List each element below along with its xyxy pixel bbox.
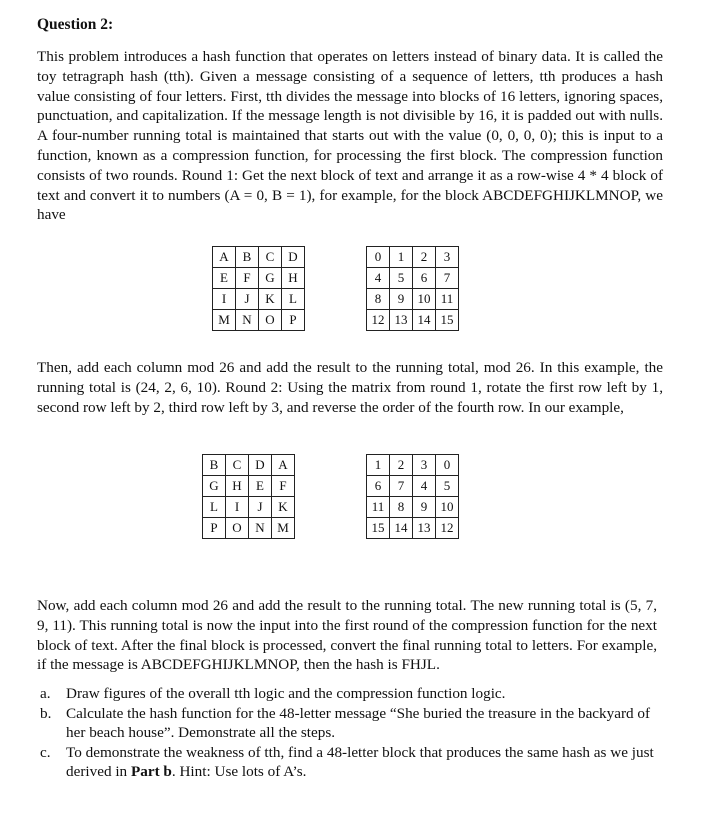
letter-cell: M [213, 310, 236, 331]
round2-number-grid [366, 454, 459, 539]
number-cell: 1 [390, 247, 413, 268]
number-cell: 10 [436, 497, 459, 518]
round2-letter-grid [202, 454, 295, 539]
number-cell: 10 [413, 289, 436, 310]
number-cell: 2 [413, 247, 436, 268]
letter-cell: B [236, 247, 259, 268]
letter-cell: I [226, 497, 249, 518]
middle-paragraph: Then, add each column mod 26 and add the result to the running total, mod 26. In this example, the running total is (24, 2, 6, 10). Round 2: Using the matrix from round 1, rotate the first row left by 1, second row left by 2, third row left by 3, and reverse the order of the fourth row. In our example, [37, 359, 663, 416]
number-cell: 0 [436, 455, 459, 476]
letter-cell: K [259, 289, 282, 310]
round1-letter-grid [212, 246, 305, 331]
grid-row [367, 455, 459, 476]
letter-cell: G [259, 268, 282, 289]
letter-cell: L [282, 289, 305, 310]
number-cell: 4 [413, 476, 436, 497]
number-cell: 15 [367, 518, 390, 539]
letter-cell: J [249, 497, 272, 518]
letter-cell: C [259, 247, 282, 268]
task-bold-text: Part b [130, 763, 172, 780]
letter-cell: D [249, 455, 272, 476]
task-text: Calculate the hash function for the 48-letter message “She buried the treasure in the backyard of her beach house”. Demonstrate all the steps. [66, 704, 651, 741]
number-cell: 6 [367, 476, 390, 497]
grid-row [203, 518, 295, 539]
letter-cell: E [249, 476, 272, 497]
number-cell: 13 [390, 310, 413, 331]
grid-row [203, 476, 295, 497]
intro-paragraph: This problem introduces a hash function that operates on letters instead of binary data. It is called the toy tetragraph hash (tth). Given a message consisting of a sequence of letters, tth produces a hash value consisting of four letters. First, tth divides the message into blocks of 16 letters, ignoring spaces, punctuation, and capitalization. If the message length is not divisible by 16, it is padded out with nulls. A four-number running total is maintained that starts out with the value (0, 0, 0, 0); this is input to a function, known as a compression function, for processing the first block. The compression function consists of two rounds. Round 1: Get the next block of text and arrange it as a row-wise 4 * 4 block of text and convert it to numbers (A = 0, B = 1), for example, for the block ABCDEFGHIJKLMNOP, we have [37, 48, 663, 224]
number-cell: 11 [367, 497, 390, 518]
grid-row [367, 310, 459, 331]
letter-cell: N [236, 310, 259, 331]
task-item-a [40, 684, 670, 704]
grid-row [367, 268, 459, 289]
task-marker: b. [40, 704, 52, 722]
number-cell: 7 [390, 476, 413, 497]
task-text: To demonstrate the weakness of tth, find a 48-letter block that produces the same hash as we just derived in [66, 743, 654, 780]
number-cell: 9 [413, 497, 436, 518]
number-cell: 14 [413, 310, 436, 331]
task-text: Draw figures of the overall tth logic and the compression function logic. [66, 685, 506, 702]
closing-paragraph: Now, add each column mod 26 and add the result to the running total. The new running total is (5, 7, 9, 11). This running total is now the input into the first round of the compression function for the next block of text. After the final block is processed, convert the final running total to letters. For example, if the message is ABCDEFGHIJKLMNOP, then the hash is FHJL. [37, 597, 657, 674]
grid-row [203, 455, 295, 476]
letter-cell: F [272, 476, 295, 497]
letter-cell: J [236, 289, 259, 310]
number-cell: 13 [413, 518, 436, 539]
number-cell: 8 [390, 497, 413, 518]
grid-row [367, 497, 459, 518]
task-list [40, 684, 670, 782]
number-cell: 6 [413, 268, 436, 289]
letter-cell: N [249, 518, 272, 539]
letter-cell: M [272, 518, 295, 539]
letter-cell: G [203, 476, 226, 497]
number-cell: 8 [367, 289, 390, 310]
number-cell: 1 [367, 455, 390, 476]
number-cell: 14 [390, 518, 413, 539]
number-cell: 7 [436, 268, 459, 289]
grid-row [367, 289, 459, 310]
question-title: Question 2: [37, 16, 114, 33]
letter-cell: A [272, 455, 295, 476]
letter-cell: L [203, 497, 226, 518]
grid-row [367, 518, 459, 539]
letter-cell: I [213, 289, 236, 310]
grid-row [213, 247, 305, 268]
letter-cell: F [236, 268, 259, 289]
round1-number-grid [366, 246, 459, 331]
letter-cell: P [203, 518, 226, 539]
letter-cell: D [282, 247, 305, 268]
number-cell: 15 [436, 310, 459, 331]
task-item-b [40, 704, 670, 743]
number-cell: 5 [436, 476, 459, 497]
number-cell: 5 [390, 268, 413, 289]
number-cell: 11 [436, 289, 459, 310]
number-cell: 3 [436, 247, 459, 268]
number-cell: 3 [413, 455, 436, 476]
number-cell: 4 [367, 268, 390, 289]
task-item-c [40, 743, 670, 782]
letter-cell: H [282, 268, 305, 289]
letter-cell: A [213, 247, 236, 268]
task-marker: c. [40, 743, 51, 761]
number-cell: 9 [390, 289, 413, 310]
letter-cell: O [259, 310, 282, 331]
grid-row [203, 497, 295, 518]
number-cell: 12 [367, 310, 390, 331]
number-cell: 0 [367, 247, 390, 268]
grid-row [213, 310, 305, 331]
letter-cell: B [203, 455, 226, 476]
letter-cell: P [282, 310, 305, 331]
grid-row [367, 247, 459, 268]
letter-cell: C [226, 455, 249, 476]
number-cell: 12 [436, 518, 459, 539]
grid-row [367, 476, 459, 497]
number-cell: 2 [390, 455, 413, 476]
task-marker: a. [40, 685, 51, 702]
grid-row [213, 289, 305, 310]
letter-cell: O [226, 518, 249, 539]
letter-cell: K [272, 497, 295, 518]
letter-cell: E [213, 268, 236, 289]
task-text-after: . Hint: Use lots of A’s. [171, 763, 307, 780]
letter-cell: H [226, 476, 249, 497]
grid-row [213, 268, 305, 289]
